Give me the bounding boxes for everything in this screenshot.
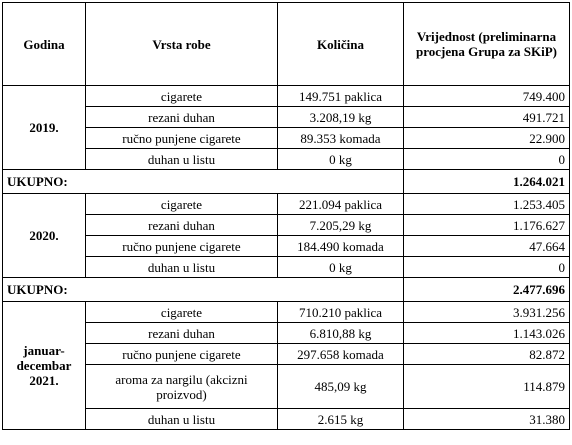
quantity-cell: 485,09 kg: [278, 365, 404, 409]
table-row: [3, 302, 570, 323]
table-row: [3, 107, 570, 128]
total-row: [3, 278, 570, 302]
goods-cell: duhan u listu: [86, 409, 278, 430]
quantity-cell: 6.810,88 kg: [278, 323, 404, 344]
goods-cell: aroma za nargilu (akcizni proizvod): [86, 365, 278, 409]
table-row: [3, 257, 570, 278]
value-cell: 47.664: [404, 236, 570, 257]
value-cell: 22.900: [404, 128, 570, 149]
value-cell: 3.931.256: [404, 302, 570, 323]
table-row: [3, 365, 570, 409]
year-cell: 2019.: [3, 86, 86, 170]
value-cell: 0: [404, 257, 570, 278]
table-row: [3, 194, 570, 215]
table-row: [3, 149, 570, 170]
header-row: [3, 3, 570, 86]
quantity-cell: 149.751 paklica: [278, 86, 404, 107]
goods-cell: ručno punjene cigarete: [86, 128, 278, 149]
value-cell: 491.721: [404, 107, 570, 128]
header-value: Vrijednost (preliminarna procjena Grupa za SKiP): [404, 3, 570, 86]
goods-cell: rezani duhan: [86, 215, 278, 236]
quantity-cell: 221.094 paklica: [278, 194, 404, 215]
year-cell: januar-decembar 2021.: [3, 302, 86, 430]
quantity-cell: 2.615 kg: [278, 409, 404, 430]
table-row: [3, 323, 570, 344]
table-row: [3, 409, 570, 430]
goods-table: [2, 2, 570, 430]
header-quantity: Količina: [278, 3, 404, 86]
quantity-cell: 0 kg: [278, 257, 404, 278]
goods-cell: rezani duhan: [86, 107, 278, 128]
quantity-cell: 89.353 komada: [278, 128, 404, 149]
goods-cell: duhan u listu: [86, 149, 278, 170]
goods-cell: cigarete: [86, 302, 278, 323]
table-row: [3, 86, 570, 107]
year-cell: 2020.: [3, 194, 86, 278]
quantity-cell: 297.658 komada: [278, 344, 404, 365]
total-value: 2.477.696: [404, 278, 570, 302]
goods-cell: ručno punjene cigarete: [86, 236, 278, 257]
value-cell: 0: [404, 149, 570, 170]
value-cell: 1.143.026: [404, 323, 570, 344]
value-cell: 31.380: [404, 409, 570, 430]
goods-cell: cigarete: [86, 86, 278, 107]
quantity-cell: 7.205,29 kg: [278, 215, 404, 236]
value-cell: 749.400: [404, 86, 570, 107]
goods-cell: duhan u listu: [86, 257, 278, 278]
table-row: [3, 215, 570, 236]
quantity-cell: 0 kg: [278, 149, 404, 170]
quantity-cell: 3.208,19 kg: [278, 107, 404, 128]
header-year: Godina: [3, 3, 86, 86]
value-cell: 1.176.627: [404, 215, 570, 236]
value-cell: 82.872: [404, 344, 570, 365]
goods-cell: rezani duhan: [86, 323, 278, 344]
total-label: UKUPNO:: [3, 278, 404, 302]
table-row: [3, 236, 570, 257]
total-label: UKUPNO:: [3, 170, 404, 194]
goods-cell: ručno punjene cigarete: [86, 344, 278, 365]
total-row: [3, 170, 570, 194]
quantity-cell: 710.210 paklica: [278, 302, 404, 323]
table-row: [3, 344, 570, 365]
quantity-cell: 184.490 komada: [278, 236, 404, 257]
header-goods: Vrsta robe: [86, 3, 278, 86]
table-row: [3, 128, 570, 149]
total-value: 1.264.021: [404, 170, 570, 194]
value-cell: 1.253.405: [404, 194, 570, 215]
goods-cell: cigarete: [86, 194, 278, 215]
value-cell: 114.879: [404, 365, 570, 409]
